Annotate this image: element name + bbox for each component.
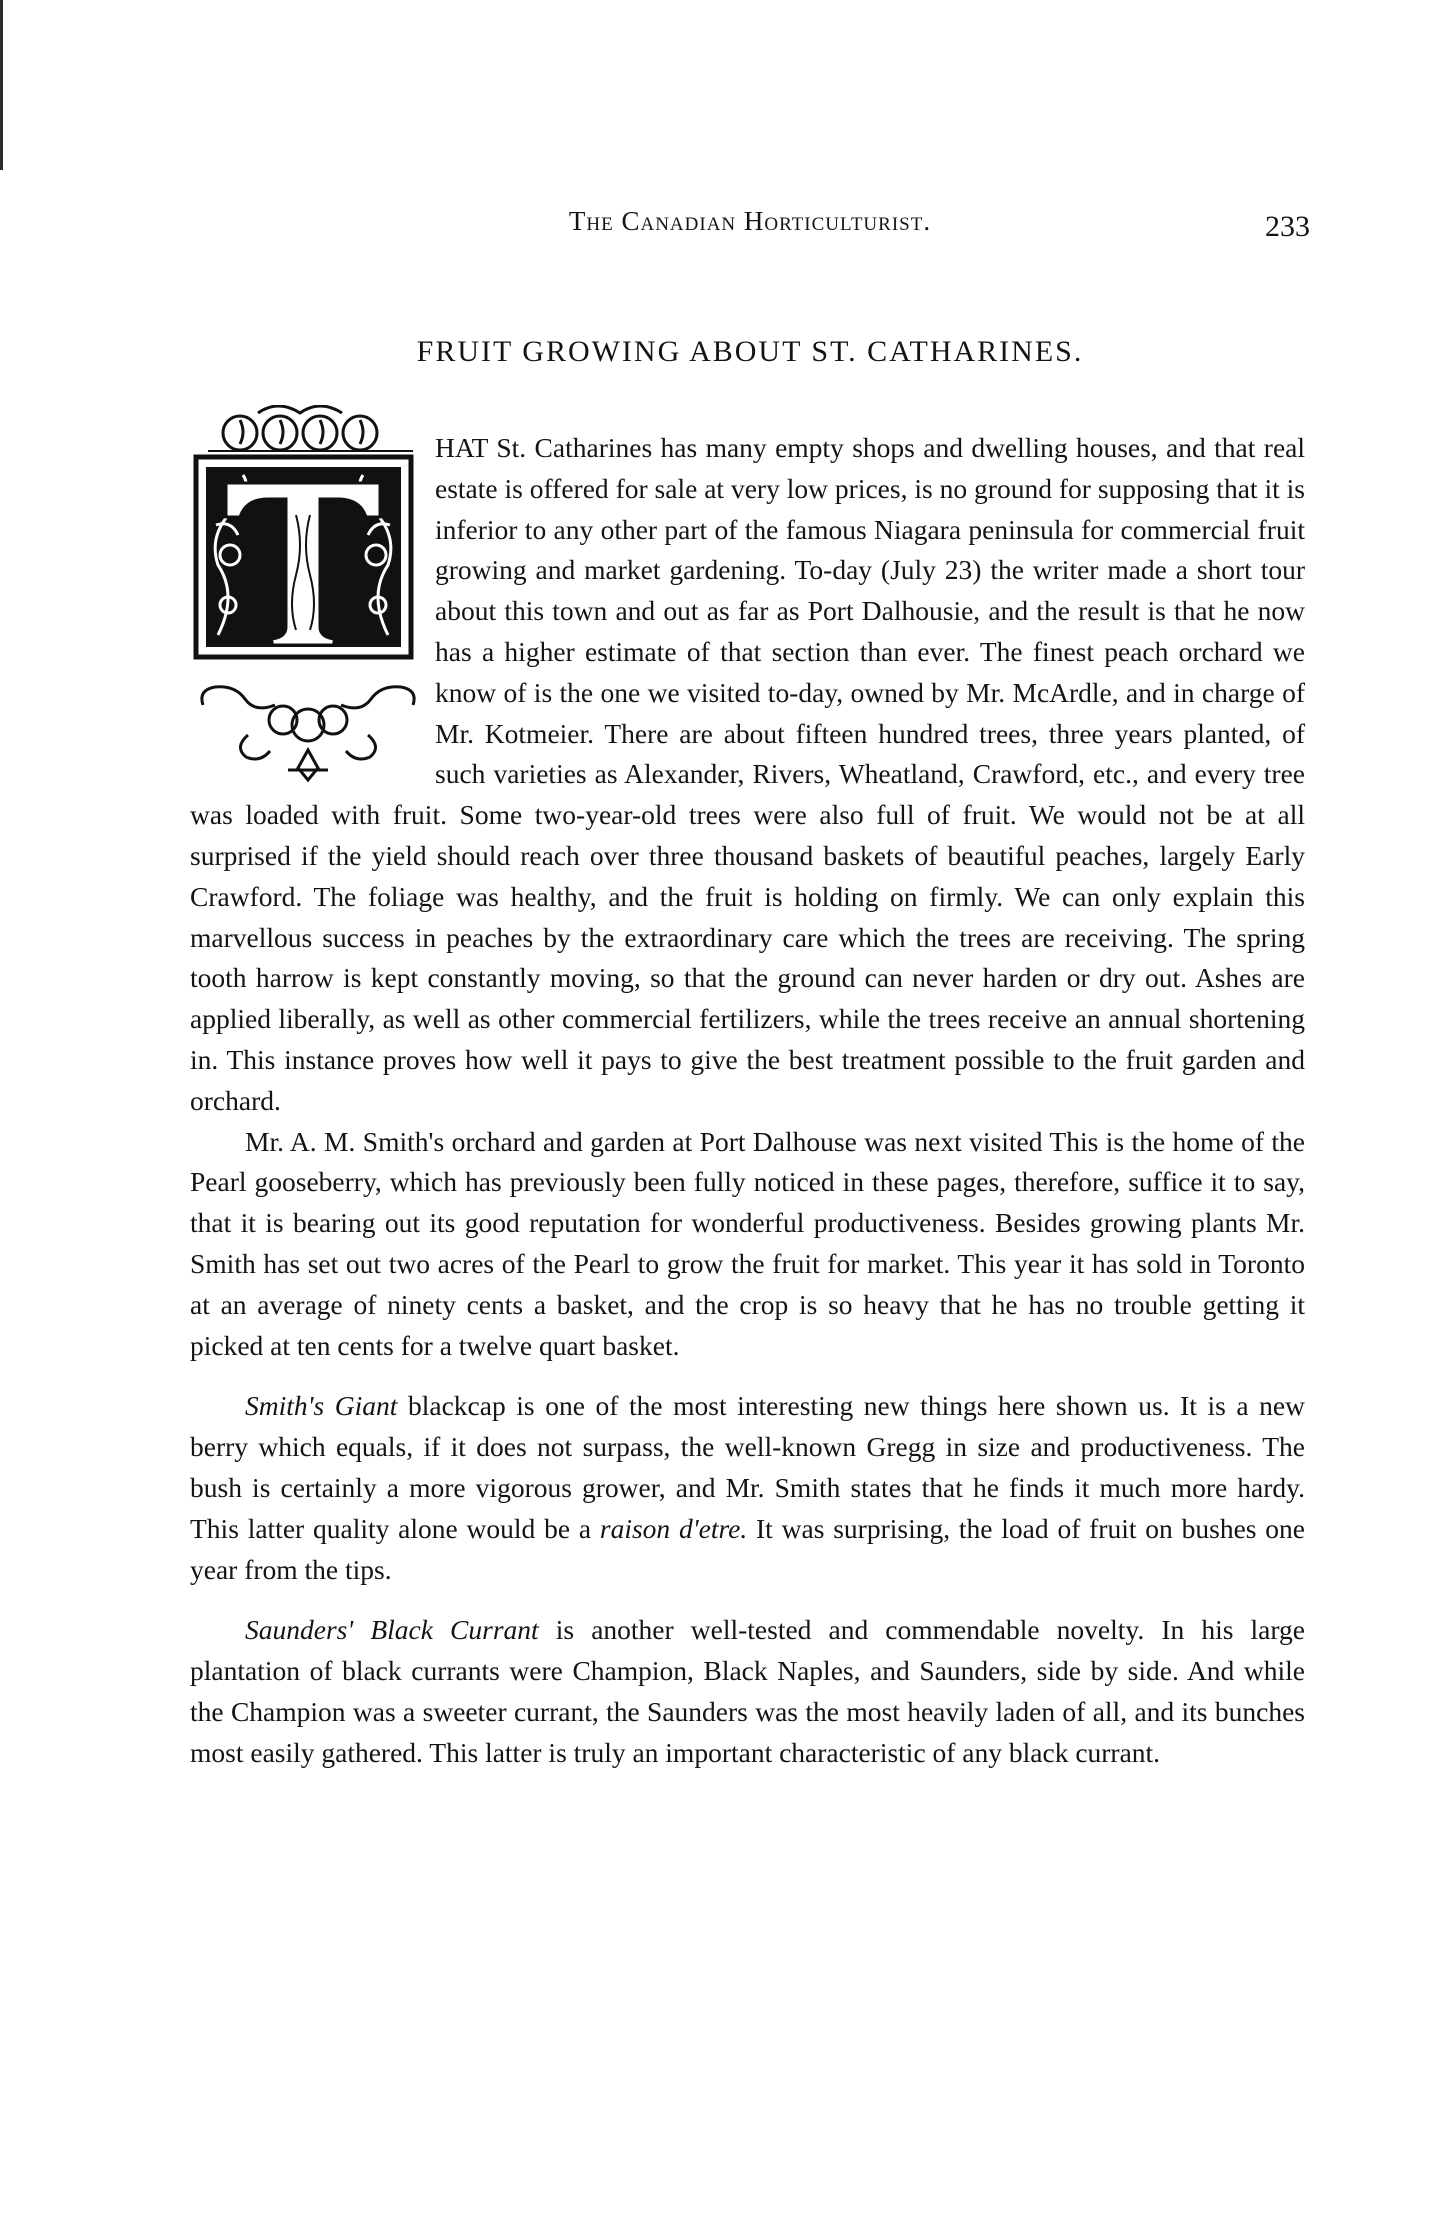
raison-detre-italic: raison d'etre.	[599, 1512, 748, 1544]
running-title: The Canadian Horticulturist.	[568, 206, 932, 236]
smiths-giant-italic: Smith's Giant	[245, 1390, 398, 1422]
paragraph-3-text-a: blackcap is one of the most interesting new things here shown us. It is a new berry which equals, if it does not surpass, the well-known Gregg in size and productiveness. The bush is certainly a more vigorous grower, and Mr. Smith states that he finds it much more hardy. This latter quality alone would be a	[190, 1390, 1305, 1544]
running-head	[190, 206, 1310, 246]
paragraph-3-text-b: It was surprising, the load of fruit on bushes one year from the tips.	[190, 1512, 1305, 1585]
paragraph-1	[190, 428, 1305, 1122]
saunders-black-currant-italic: Saunders' Black Currant	[245, 1614, 539, 1646]
paragraph-1-text: HAT St. Catharines has many empty shops and dwelling houses, and that real estate is offered for sale at very low prices, is no ground for supposing that it is inferior to any other part of the famous Niagara peninsula for commercial fruit growing and market gardening. To-day (July 23) the writer made a short tour about this town and out as far as Port Dalhousie, and the result is that he now has a higher estimate of that section than ever. The finest peach orchard we know of is the one we visited to-day, owned by Mr. McArdle, and in charge of Mr. Kotmeier. There are about fifteen hundred trees, three years planted, of such varieties as Alexander, Rivers, Wheatland, Crawford, etc., and every tree was loaded with fruit. Some two-year-old trees were also full of fruit. We would not be at all surprised if the yield should reach over three thousand baskets of beautiful peaches, largely Early Crawford. The foliage was healthy, and the fruit is holding on firmly. We can only explain this marvellous success in peaches by the extraordinary care which the trees are receiving. The spring tooth harrow is kept constantly moving, so that the ground can never harden or dry out. Ashes are applied liberally, as well as other commercial fertilizers, while the trees receive an annual shortening in. This instance proves how well it pays to give the best treatment possible to the fruit garden and orchard.	[190, 432, 1305, 1116]
paragraph-2: Mr. A. M. Smith's orchard and garden at Port Dalhouse was next visited This is the home of the Pearl gooseberry, which has previously been fully noticed in these pages, therefore, suffice it to say, that it is bearing out its good reputation for wonderful productiveness. Besides growing plants Mr. Smith has set out two acres of the Pearl to grow the fruit for market. This year it has sold in Toronto at an average of ninety cents a basket, and the crop is so heavy that he has no trouble getting it picked at ten cents for a twelve quart basket.	[190, 1125, 1305, 1361]
paragraph-4-text: is another well-tested and commendable novelty. In his large plantation of black currants were Champion, Black Naples, and Saunders, side by side. And while the Champion was a sweeter currant, the Saunders was the most heavily laden of all, and its bunches most easily gathered. This latter is truly an important characteristic of any black currant.	[190, 1614, 1305, 1768]
article-body	[190, 428, 1305, 1774]
article-title: FRUIT GROWING ABOUT ST. CATHARINES.	[416, 335, 1084, 368]
paragraph-3	[190, 1386, 1305, 1590]
drop-cap-space	[190, 428, 435, 795]
paragraph-4	[190, 1610, 1305, 1773]
page-number: 233	[1265, 210, 1310, 243]
scan-edge-mark	[0, 0, 3, 170]
